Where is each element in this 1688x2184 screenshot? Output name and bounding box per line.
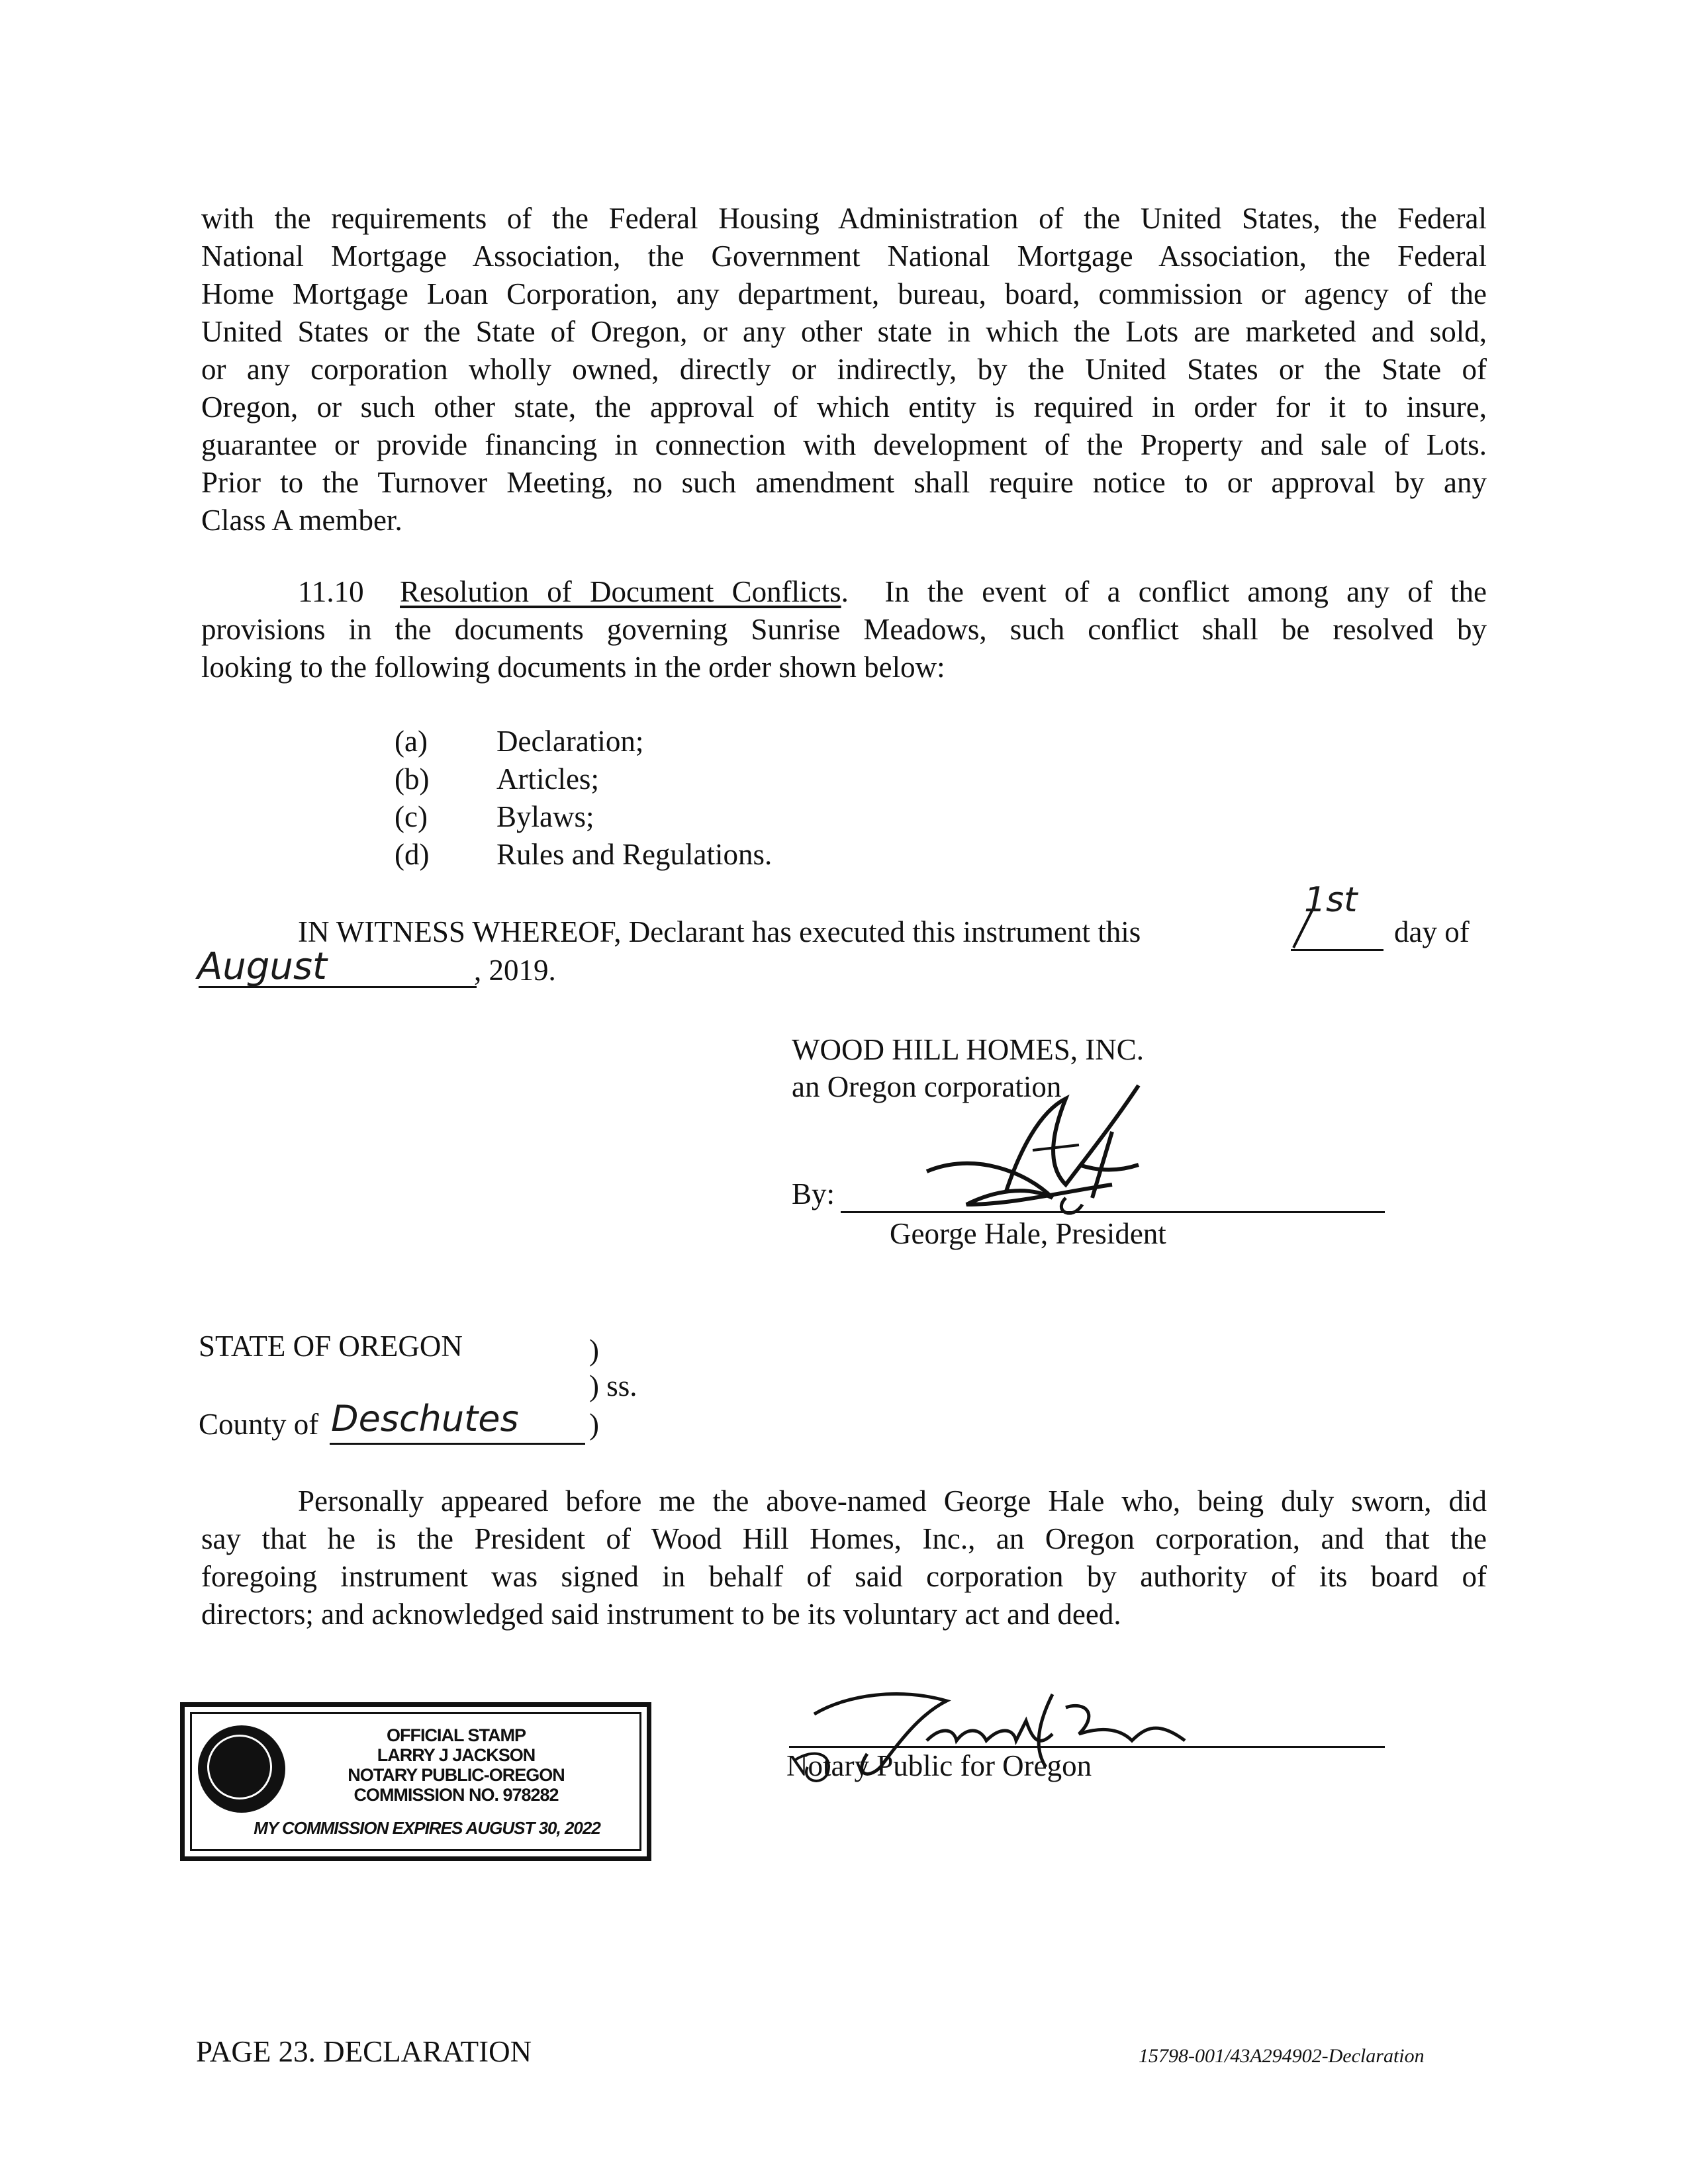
section-first-line: [201, 573, 1487, 611]
list-text: Rules and Regulations.: [496, 838, 773, 871]
paragraph-line: Home Mortgage Loan Corporation, any department, bureau, board, commission or agency of the: [201, 277, 1487, 310]
ack-line: foregoing instrument was signed in behalf of said corporation by authority of its board of: [201, 1560, 1487, 1593]
section-heading-period: .: [841, 575, 849, 608]
ack-line: directors; and acknowledged said instrument to be its voluntary act and deed.: [201, 1598, 1121, 1631]
county-blank-line: [330, 1443, 585, 1445]
signer-name: George Hale, President: [890, 1217, 1166, 1250]
county-label: County of: [199, 1408, 319, 1441]
witness-year: , 2019.: [474, 954, 556, 987]
footer-doc-ref: 15798-001/43A294902-Declaration: [1139, 2045, 1425, 2067]
stamp-line: OFFICIAL STAMP: [387, 1725, 526, 1745]
paragraph-line: United States or the State of Oregon, or any other state in which the Lots are marketed and sold,: [201, 315, 1487, 348]
list-text: Articles;: [496, 762, 599, 796]
stamp-line: COMMISSION NO. 978282: [353, 1785, 559, 1805]
notary-stamp: [180, 1702, 651, 1861]
venue-paren-bottom: ): [589, 1408, 599, 1441]
list-text: Declaration;: [496, 725, 644, 758]
month-handwritten: August: [197, 945, 327, 988]
witness-lead: IN WITNESS WHEREOF, Declarant has executed this instrument this: [298, 915, 1141, 948]
paragraph-line: National Mortgage Association, the Government National Mortgage Association, the Federal: [201, 240, 1487, 273]
list-marker: (c): [395, 800, 428, 833]
ack-line: say that he is the President of Wood Hill Homes, Inc., an Oregon corporation, and that the: [201, 1522, 1487, 1555]
acknowledgment-paragraph: [201, 1482, 1487, 1633]
paragraph-line: guarantee or provide financing in connection with development of the Property and sale of Lots.: [201, 428, 1487, 461]
list-marker: (b): [395, 762, 430, 796]
stamp-line: NOTARY PUBLIC-OREGON: [348, 1765, 565, 1785]
company-name: WOOD HILL HOMES, INC.: [792, 1033, 1145, 1066]
paragraph-line: Class A member.: [201, 504, 402, 537]
section-heading: Resolution of Document Conflicts: [400, 575, 841, 608]
day-of-text: day of: [1394, 915, 1470, 948]
footer-page-label: PAGE 23. DECLARATION: [196, 2035, 532, 2068]
paragraph-line: or any corporation wholly owned, directly or indirectly, by the United States or the State of: [201, 353, 1487, 386]
notary-seal-icon: [198, 1725, 285, 1813]
day-slash-mark: [1289, 908, 1316, 954]
venue-paren-top: ): [589, 1334, 599, 1367]
by-label: By:: [792, 1177, 835, 1210]
paragraph-line: Prior to the Turnover Meeting, no such amendment shall require notice to or approval by any: [201, 466, 1487, 499]
list-marker: (a): [395, 725, 428, 758]
section-line: looking to the following documents in the order shown below:: [201, 651, 945, 684]
notary-public-label: Notary Public for Oregon: [786, 1749, 1092, 1782]
ack-line: Personally appeared before me the above-named George Hale who, being duly sworn, did: [298, 1484, 1487, 1518]
stamp-line: LARRY J JACKSON: [377, 1745, 536, 1765]
section-line: provisions in the documents governing Sunrise Meadows, such conflict shall be resolved by: [201, 613, 1487, 646]
venue-ss: ) ss.: [589, 1369, 637, 1402]
county-handwritten: Deschutes: [331, 1398, 519, 1439]
section-text: In the event of a conflict among any of the: [884, 575, 1487, 608]
day-handwritten: 1st: [1304, 880, 1358, 920]
paragraph-line: Oregon, or such other state, the approval of which entity is required in order for it to insure,: [201, 390, 1487, 424]
company-type: an Oregon corporation: [792, 1070, 1062, 1103]
list-text: Bylaws;: [496, 800, 594, 833]
section-11-10: [201, 573, 1487, 686]
president-signature: [914, 1072, 1178, 1224]
list-marker: (d): [395, 838, 430, 871]
venue-state: STATE OF OREGON: [199, 1330, 463, 1363]
section-number: 11.10: [298, 575, 364, 608]
continuation-paragraph: [201, 200, 1487, 539]
paragraph-line: with the requirements of the Federal Housing Administration of the United States, the Federal: [201, 202, 1487, 235]
stamp-line: MY COMMISSION EXPIRES AUGUST 30, 2022: [254, 1818, 600, 1838]
